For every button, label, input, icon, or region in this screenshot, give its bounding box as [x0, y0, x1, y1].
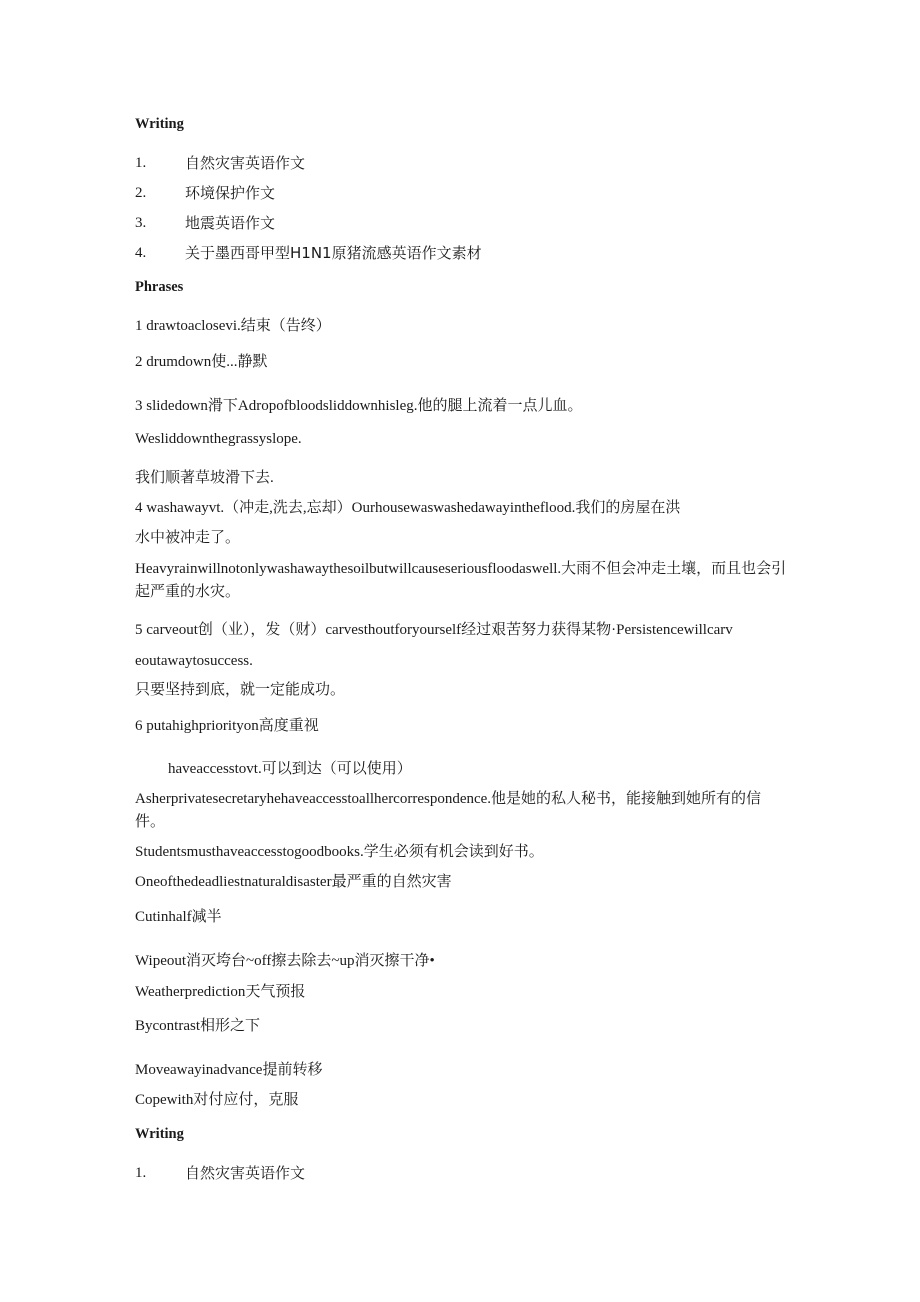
phrases-heading: Phrases: [135, 279, 184, 295]
writing-item-number: 3.: [135, 215, 147, 231]
example-sentence: Studentsmusthaveaccesstogoodbooks.学生必须有机会读到好书。: [135, 844, 544, 860]
writing-heading: Writing: [135, 116, 184, 132]
example-translation: 只要坚持到底，就一定能成功。: [135, 682, 346, 698]
example-sentence: Asherprivatesecretaryhehaveaccesstoallhercorrespondence.他是她的私人秘书，能接触到她所有的信件。: [135, 791, 762, 830]
example-translation: 我们顺著草坡滑下去.: [135, 470, 274, 486]
writing-item-text: 地震英语作文: [185, 214, 276, 232]
writing-item-text: 自然灾害英语作文: [185, 1164, 306, 1182]
phrase-line: 3 slidedown滑下Adropofbloodsliddownhisleg.他的腿上流着一点儿血。: [135, 398, 583, 414]
expression-line: Cutinhalf减半: [135, 909, 222, 925]
expression-line: Moveawayinadvance提前转移: [135, 1062, 323, 1078]
writing-item-number: 4.: [135, 245, 147, 261]
writing-item-text: 自然灾害英语作文: [185, 154, 306, 172]
expression-line: Wipeout消灭垮台~off擦去除去~up消灭擦干净•: [135, 953, 435, 969]
example-sentence: Heavyrainwillnotonlywashawaythesoilbutwillcauseseriousfloodaswell.大雨不但会冲走土壤，而且也会引起严重的水灾。: [135, 561, 787, 600]
phrase-line: 2 drumdown使...静默: [135, 354, 268, 370]
expression-line: Copewith对付应付，克服: [135, 1092, 299, 1108]
writing-item-number: 1.: [135, 155, 147, 171]
phrase-line-continued: eoutawaytosuccess.: [135, 653, 253, 669]
writing-item-text: 环境保护作文: [185, 184, 276, 202]
writing-item-number: 2.: [135, 185, 147, 201]
phrase-line: haveaccesstovt.可以到达（可以使用）: [168, 761, 412, 777]
expression-line: Weatherprediction天气预报: [135, 984, 306, 1000]
phrase-line: 1 drawtoaclosevi.结束（告终）: [135, 318, 331, 334]
writing-heading-repeat: Writing: [135, 1126, 184, 1142]
example-sentence: Wesliddownthegrassyslope.: [135, 431, 302, 447]
expression-line: Bycontrast相形之下: [135, 1018, 260, 1034]
writing-item-number: 1.: [135, 1165, 147, 1181]
phrase-line: 5 carveout创（业），发（财）carvesthoutforyourself经过艰苦努力获得某物·Persistencewillcarv: [135, 622, 733, 638]
writing-item-text: 关于墨西哥甲型H1N1原猪流感英语作文素材: [185, 244, 482, 262]
expression-line: Oneofthedeadliestnaturaldisaster最严重的自然灾害: [135, 874, 452, 890]
phrase-line: 4 washawayvt.（冲走,洗去,忘却）Ourhousewaswashedawayintheflood.我们的房屋在洪: [135, 500, 681, 516]
phrase-line: 6 putahighpriorityon高度重视: [135, 718, 319, 734]
phrase-line-continued: 水中被冲走了。: [135, 530, 241, 546]
